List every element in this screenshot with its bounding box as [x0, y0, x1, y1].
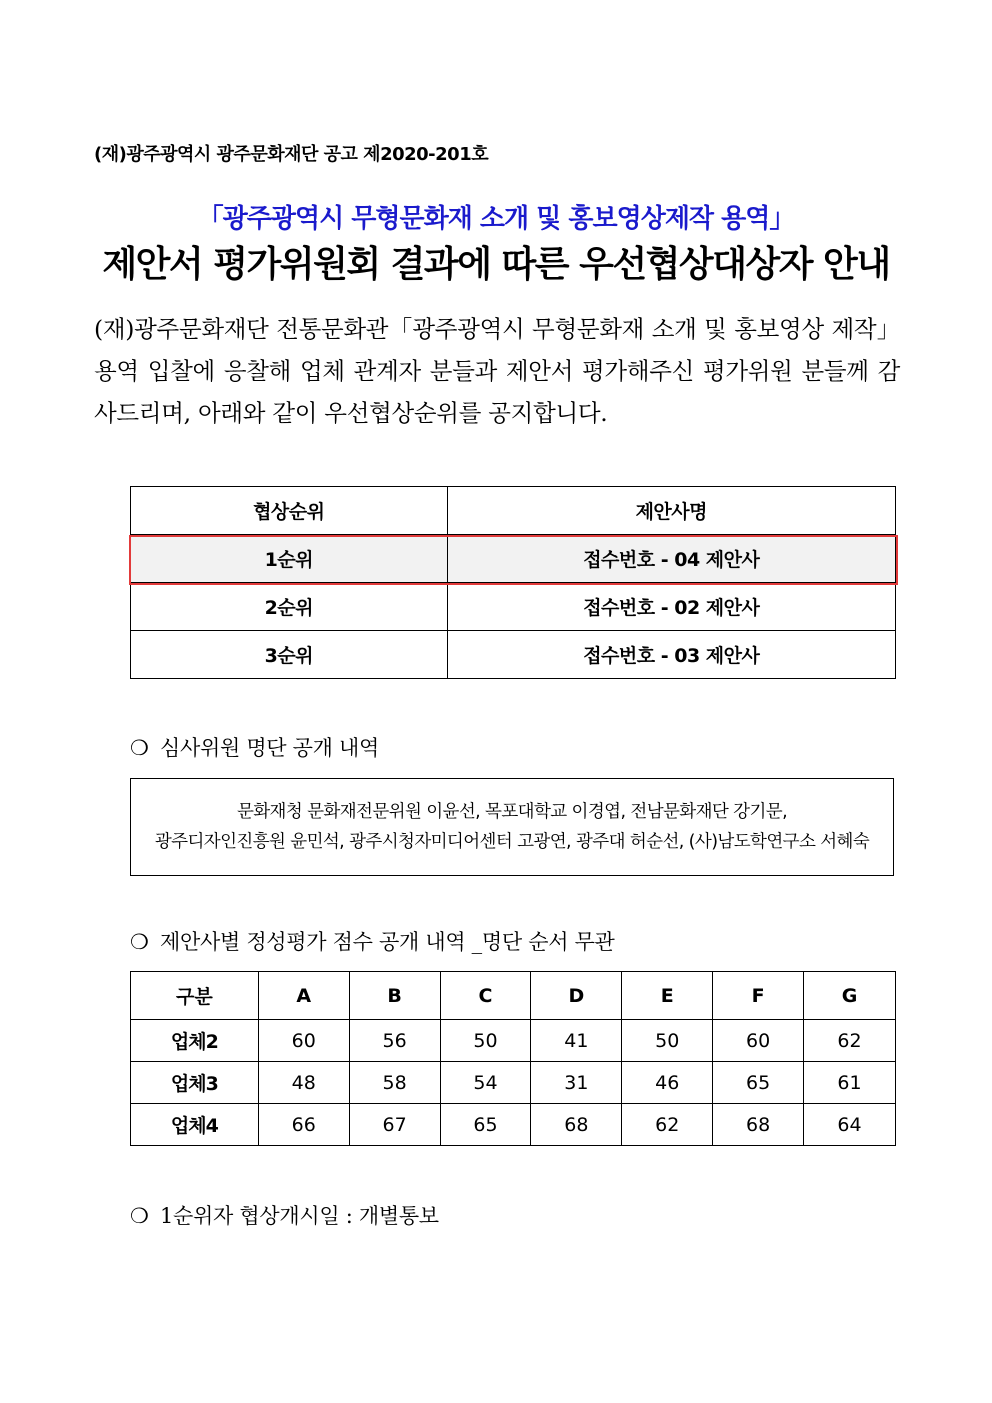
score-table [130, 971, 896, 1146]
table-row [131, 583, 896, 631]
score-cell: 60 [258, 1020, 349, 1062]
circle-bullet-icon: ❍ [130, 930, 149, 954]
table-row [131, 631, 896, 679]
score-cell: 54 [440, 1062, 531, 1104]
intro-paragraph: (재)광주문화재단 전통문화관「광주광역시 무형문화재 소개 및 홍보영상 제작」용역 입찰에 응찰해 업체 관계자 분들과 제안서 평가해주신 평가위원 분들께 감사드리며, 아래와 같이 우선협상순위를 공지합니다. [94, 315, 900, 427]
header-reviewer-b: B [349, 972, 440, 1020]
reviewer-list-box [130, 778, 894, 876]
reviewer-line-2: 광주디자인진흥원 윤민석, 광주시청자미디어센터 고광연, 광주대 허순선, (사)남도학연구소 서혜숙 [154, 832, 870, 852]
table-row [131, 535, 896, 583]
score-cell: 50 [440, 1020, 531, 1062]
company-cell: 접수번호 - 03 제안사 [447, 631, 895, 679]
score-cell: 65 [713, 1062, 804, 1104]
score-cell: 62 [622, 1104, 713, 1146]
vendor-cell: 업체4 [131, 1104, 259, 1146]
score-cell: 64 [804, 1104, 896, 1146]
vendor-cell: 업체3 [131, 1062, 259, 1104]
circle-bullet-icon: ❍ [130, 1204, 149, 1228]
header-company: 제안사명 [447, 487, 895, 535]
rank-cell: 3순위 [131, 631, 448, 679]
score-cell: 61 [804, 1062, 896, 1104]
negotiation-date-text: 1순위자 협상개시일 : 개별통보 [160, 1204, 439, 1228]
company-cell: 접수번호 - 02 제안사 [447, 583, 895, 631]
scores-heading [130, 926, 615, 956]
table-row [131, 1062, 896, 1104]
score-cell: 31 [531, 1062, 622, 1104]
score-cell: 68 [531, 1104, 622, 1146]
reviewer-line-1: 문화재청 문화재전문위원 이윤선, 목포대학교 이경엽, 전남문화재단 강기문, [236, 802, 788, 822]
page-title: 제안서 평가위원회 결과에 따른 우선협상대상자 안내 [102, 244, 890, 285]
circle-bullet-icon: ❍ [130, 736, 149, 760]
company-cell: 접수번호 - 04 제안사 [447, 535, 895, 583]
score-cell: 46 [622, 1062, 713, 1104]
header-reviewer-g: G [804, 972, 896, 1020]
notice-number: (재)광주광역시 광주문화재단 공고 제2020-201호 [94, 144, 489, 165]
score-cell: 66 [258, 1104, 349, 1146]
header-category: 구분 [131, 972, 259, 1020]
header-reviewer-f: F [713, 972, 804, 1020]
rank-cell: 2순위 [131, 583, 448, 631]
header-reviewer-c: C [440, 972, 531, 1020]
project-subtitle: 「광주광역시 무형문화재 소개 및 홍보영상제작 용역」 [197, 204, 795, 234]
score-cell: 60 [713, 1020, 804, 1062]
ranking-table [130, 486, 896, 679]
table-row [131, 1020, 896, 1062]
score-cell: 48 [258, 1062, 349, 1104]
reviewers-heading [130, 732, 379, 762]
scores-heading-text: 제안사별 정성평가 점수 공개 내역 _명단 순서 무관 [160, 930, 615, 954]
score-cell: 41 [531, 1020, 622, 1062]
header-reviewer-e: E [622, 972, 713, 1020]
table-header-row [131, 972, 896, 1020]
score-cell: 67 [349, 1104, 440, 1146]
score-cell: 56 [349, 1020, 440, 1062]
header-reviewer-a: A [258, 972, 349, 1020]
negotiation-date-line [130, 1200, 439, 1230]
score-cell: 65 [440, 1104, 531, 1146]
score-cell: 58 [349, 1062, 440, 1104]
header-reviewer-d: D [531, 972, 622, 1020]
table-row [131, 1104, 896, 1146]
reviewers-heading-text: 심사위원 명단 공개 내역 [160, 736, 379, 760]
vendor-cell: 업체2 [131, 1020, 259, 1062]
score-cell: 50 [622, 1020, 713, 1062]
header-rank: 협상순위 [131, 487, 448, 535]
score-cell: 62 [804, 1020, 896, 1062]
rank-cell: 1순위 [131, 535, 448, 583]
table-header-row [131, 487, 896, 535]
score-cell: 68 [713, 1104, 804, 1146]
